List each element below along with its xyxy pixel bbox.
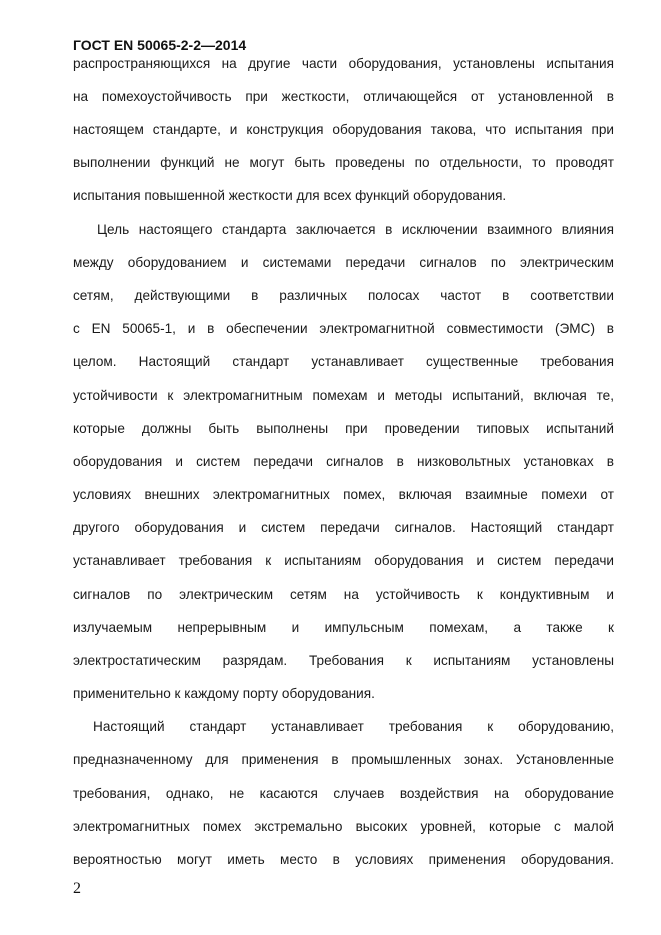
text-line: предназначенному для применения в промышленных зонах. Установленные [73,752,614,767]
text-line: условиях внешних электромагнитных помех, включая взаимные помехи от [73,487,614,502]
text-line: на помехоустойчивость при жесткости, отличающейся от установленной в [73,89,614,104]
text-line: требования, однако, не касаются случаев воздействия на оборудование [73,786,614,801]
paragraph-first-line: Настоящий стандарт устанавливает требования к оборудованию, [93,719,614,734]
text-line: сетям, действующими в различных полосах частот в соответствии [73,288,614,303]
text-line: целом. Настоящий стандарт устанавливает существенные требования [73,354,614,369]
paragraph-first-line: Цель настоящего стандарта заключается в исключении взаимного влияния [97,222,614,237]
text-line: настоящем стандарте, и конструкция оборудования такова, что испытания при [73,122,614,137]
text-line: другого оборудования и систем передачи сигналов. Настоящий стандарт [73,520,614,535]
text-line: сигналов по электрическим сетям на устойчивость к кондуктивным и [73,587,614,602]
text-line: испытания повышенной жесткости для всех функций оборудования. [73,188,507,203]
text-line: устанавливает требования к испытаниям оборудования и систем передачи [73,553,614,568]
page-number: 2 [73,880,81,897]
text-line: между оборудованием и системами передачи сигналов по электрическим [73,255,614,270]
text-line: вероятностью могут иметь место в условиях применения оборудования. [73,852,614,867]
text-line: выполнении функций не могут быть проведены по отдельности, то проводят [73,155,614,170]
text-line: распространяющихся на другие части оборудования, установлены испытания [73,56,614,71]
text-line: устойчивости к электромагнитным помехам и методы испытаний, включая те, [73,388,614,403]
text-line: с EN 50065-1, и в обеспечении электромагнитной совместимости (ЭМС) в [73,321,614,336]
text-line: электростатическим разрядам. Требования к испытаниям установлены [73,653,614,668]
text-line: электромагнитных помех экстремально высоких уровней, которые с малой [73,819,614,834]
text-line: излучаемым непрерывным и импульсным помехам, а также к [73,620,614,635]
text-line: которые должны быть выполнены при проведении типовых испытаний [73,421,614,436]
text-line: применительно к каждому порту оборудования. [73,686,375,701]
document-header: ГОСТ EN 50065-2-2—2014 [73,37,247,53]
text-line: оборудования и систем передачи сигналов в низковольтных установках в [73,454,614,469]
